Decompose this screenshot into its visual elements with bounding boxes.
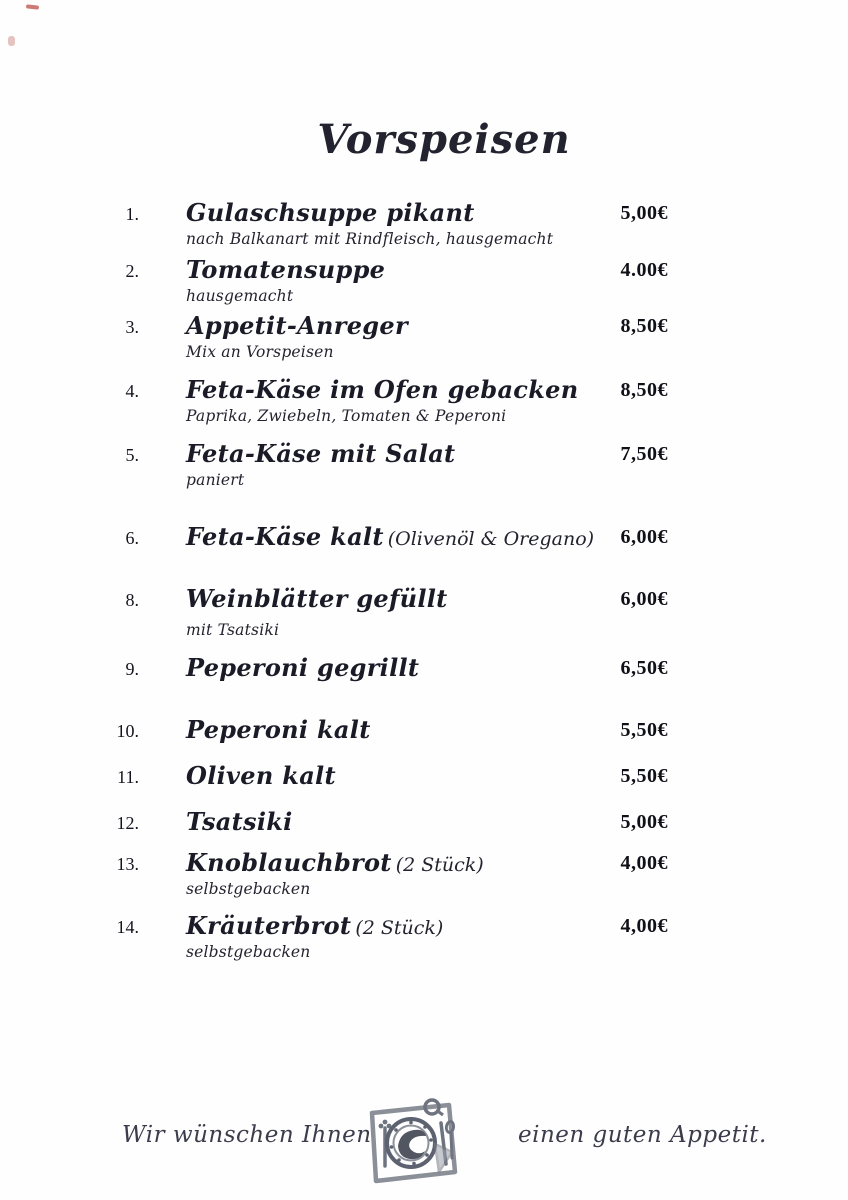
scan-artifact-red-smudge: [8, 36, 15, 46]
item-number: 9.: [125, 659, 139, 679]
item-price: 7,50€: [620, 443, 668, 465]
item-price: 4.00€: [620, 259, 668, 281]
footer-greeting-right: einen guten Appetit.: [518, 1122, 767, 1148]
item-number: 8.: [125, 590, 139, 610]
item-description: Mix an Vorspeisen: [186, 343, 334, 361]
menu-item: [0, 584, 848, 644]
item-name: Peperoni kalt: [186, 715, 371, 744]
menu-item: [0, 311, 848, 371]
item-description: selbstgebacken: [186, 880, 311, 898]
item-name-suffix: (2 Stück): [395, 854, 484, 876]
item-name: Feta-Käse kalt: [186, 522, 384, 551]
item-name: Tsatsiki: [186, 807, 293, 836]
menu-item: [0, 653, 848, 713]
item-name: Feta-Käse mit Salat: [186, 439, 456, 468]
item-description: nach Balkanart mit Rindfleisch, hausgemacht: [186, 230, 554, 248]
item-name: Oliven kalt: [186, 761, 336, 790]
item-number: 10.: [116, 721, 139, 741]
item-description: hausgemacht: [186, 287, 294, 305]
menu-item: [0, 848, 848, 908]
item-price: 6,50€: [620, 657, 668, 679]
item-number: 14.: [116, 917, 139, 937]
item-number: 12.: [116, 813, 139, 833]
item-name: Feta-Käse im Ofen gebacken: [186, 375, 579, 404]
item-name-suffix: (Olivenöl & Oregano): [387, 528, 595, 550]
place-setting-icon: [362, 1096, 466, 1190]
menu-item: [0, 522, 848, 582]
item-description: paniert: [186, 471, 245, 489]
item-name: Peperoni gegrillt: [186, 653, 420, 682]
item-number: 5.: [125, 445, 139, 465]
scan-artifact-red-mark: [26, 4, 39, 9]
item-price: 6,00€: [620, 526, 668, 548]
page-title: Vorspeisen: [317, 116, 571, 163]
item-description: selbstgebacken: [186, 943, 311, 961]
item-number: 6.: [125, 528, 139, 548]
item-price: 8,50€: [620, 315, 668, 337]
item-name: Kräuterbrot: [186, 911, 352, 940]
item-name: Tomatensuppe: [186, 255, 386, 284]
item-number: 13.: [116, 854, 139, 874]
item-description: Paprika, Zwiebeln, Tomaten & Peperoni: [186, 407, 507, 425]
item-number: 1.: [125, 204, 139, 224]
item-name: Gulaschsuppe pikant: [186, 198, 475, 227]
footer-greeting-left: Wir wünschen Ihnen: [122, 1122, 372, 1148]
item-price: 4,00€: [620, 852, 668, 874]
item-price: 5,00€: [620, 811, 668, 833]
item-price: 5,50€: [620, 719, 668, 741]
item-description: mit Tsatsiki: [186, 621, 280, 639]
item-price: 5,50€: [620, 765, 668, 787]
item-name-suffix: (2 Stück): [355, 917, 444, 939]
menu-item: [0, 439, 848, 499]
item-price: 6,00€: [620, 588, 668, 610]
menu-item: [0, 375, 848, 435]
item-name: Weinblätter gefüllt: [186, 584, 448, 613]
item-name: Appetit-Anreger: [186, 311, 408, 340]
item-price: 5,00€: [620, 202, 668, 224]
item-price: 4,00€: [620, 915, 668, 937]
item-number: 4.: [125, 381, 139, 401]
item-name: Knoblauchbrot: [186, 848, 392, 877]
menu-item: [0, 255, 848, 315]
menu-item: [0, 198, 848, 258]
item-price: 8,50€: [620, 379, 668, 401]
item-number: 2.: [125, 261, 139, 281]
item-number: 11.: [117, 767, 139, 787]
item-number: 3.: [125, 317, 139, 337]
menu-item: [0, 911, 848, 971]
